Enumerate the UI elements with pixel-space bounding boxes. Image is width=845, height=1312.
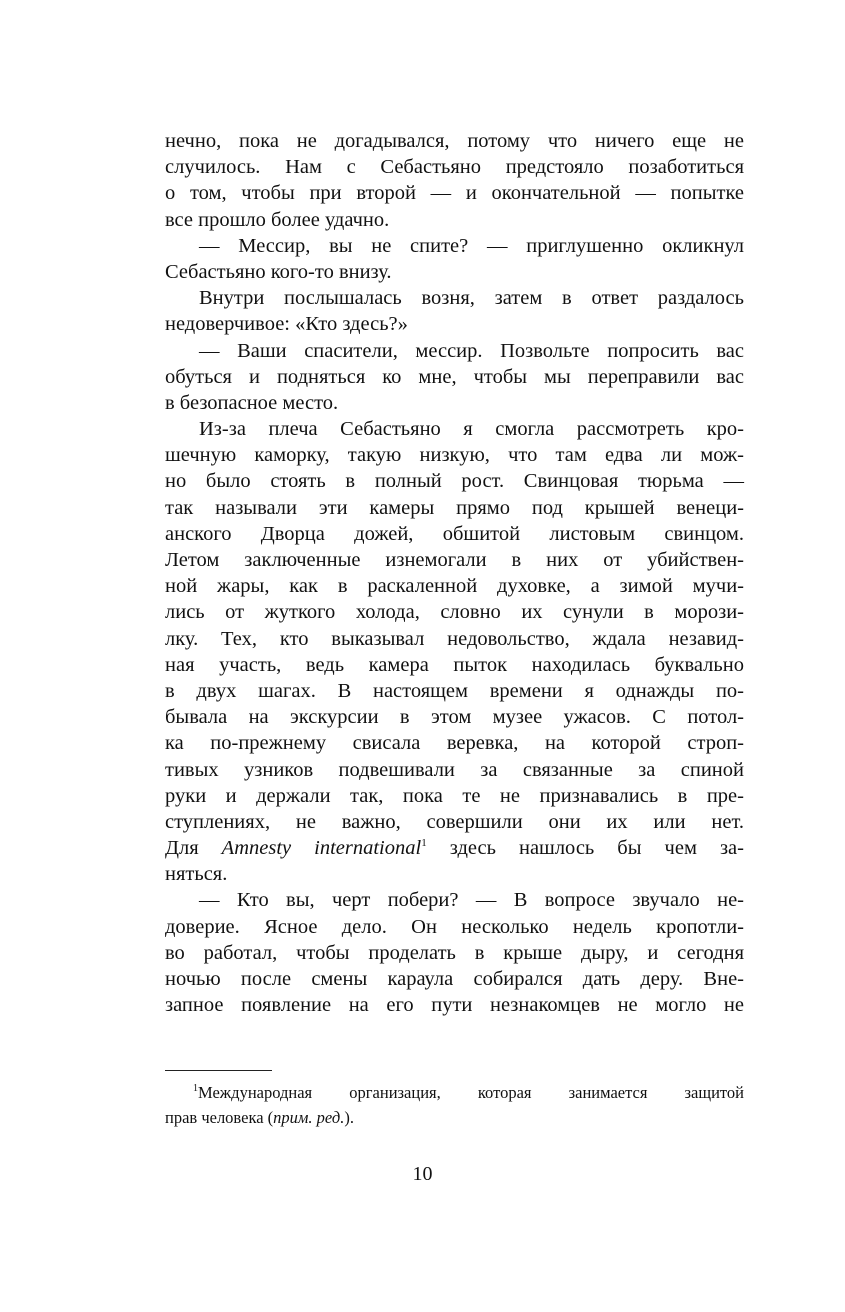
text-line: нечно, пока не догадывался, потому что ничего еще не [165, 130, 744, 152]
text-line: — Кто вы, черт побери? — В вопросе звучало не- [199, 889, 744, 912]
paragraph [165, 338, 744, 417]
text-line: тивых узников подвешивали за связанные за спиной [165, 758, 744, 781]
text-line: бывала на экскурсии в этом музее ужасов. С потол- [165, 706, 744, 729]
footnote-line-2 [165, 1105, 744, 1130]
footnote-italic-abbrev: прим. ред. [273, 1108, 345, 1127]
paragraph [165, 233, 744, 285]
text-line: ная участь, ведь камера пыток находилась буквально [165, 653, 744, 676]
main-text [165, 128, 744, 1018]
footnote-text-2b: ). [344, 1108, 354, 1127]
paragraph [165, 285, 744, 337]
text-line: во работал, чтобы проделать в крыше дыру, и сегодня [165, 941, 744, 964]
text-line: в безопасное место. [165, 391, 339, 414]
footnote-line-1 [165, 1080, 744, 1105]
paragraph [165, 887, 744, 1018]
footnote [165, 1080, 744, 1130]
italic-term: Amnesty international [221, 837, 422, 860]
text-line: случилось. Нам с Себастьяно предстояло позаботиться [165, 156, 744, 179]
text-line: лку. Тех, кто выказывал недовольство, ждала незавид- [165, 627, 744, 650]
footnote-divider [165, 1070, 272, 1071]
text-line: шечную каморку, такую низкую, что там едва ли мож- [165, 444, 744, 467]
text-line: обуться и подняться ко мне, чтобы мы переправили вас [165, 365, 744, 388]
text-line: ночью после смены караула собирался дать деру. Вне- [165, 968, 744, 990]
footnote-marker: 1 [193, 1083, 198, 1094]
text-line: Из-за плеча Себастьяно я смогла рассмотреть кро- [199, 418, 744, 441]
text-line: лись от жуткого холода, словно их сунули в морози- [165, 601, 744, 624]
text-line: — Ваши спасители, мессир. Позвольте попросить вас [199, 339, 744, 362]
text-segment: здесь нашлось бы чем за- [426, 837, 744, 860]
footnote-reference: 1 [421, 837, 427, 850]
text-line: ступлениях, не важно, совершили они их или нет. [165, 810, 744, 833]
paragraph [165, 416, 744, 887]
paragraph [165, 128, 744, 233]
text-line: доверие. Ясное дело. Он несколько недель кропотли- [165, 915, 744, 938]
text-line: о том, чтобы при второй — и окончательной — попытке [165, 182, 744, 205]
text-line: запное появление на его пути незнакомцев не могло не [165, 994, 744, 1017]
text-line: все прошло более удачно. [165, 208, 390, 231]
text-line: анского Дворца дожей, обшитой листовым свинцом. [165, 522, 744, 545]
text-line: — Мессир, вы не спите? — приглушенно окликнул [199, 234, 744, 257]
text-line: ка по-прежнему свисала веревка, на которой строп- [165, 732, 744, 755]
text-line: руки и держали так, пока те не признавались в пре- [165, 784, 744, 807]
text-segment: Для [165, 837, 222, 860]
text-line: Себастьяно кого-то внизу. [165, 260, 392, 283]
footnote-text-2a: прав человека ( [165, 1108, 274, 1127]
footnote-text-1: Международная организация, которая занимается защитой [198, 1083, 744, 1102]
text-line [165, 835, 744, 861]
text-line: няться. [165, 863, 228, 886]
text-line: недоверчивое: «Кто здесь?» [165, 313, 408, 336]
text-line: Летом заключенные изнемогали в них от убийствен- [165, 549, 744, 571]
text-line: в двух шагах. В настоящем времени я однажды по- [165, 679, 744, 702]
text-line: но было стоять в полный рост. Свинцовая тюрьма — [165, 470, 744, 493]
text-line: ной жары, как в раскаленной духовке, а зимой мучи- [165, 575, 744, 598]
page-number: 10 [412, 1163, 433, 1185]
text-line: Внутри послышалась возня, затем в ответ раздалось [199, 287, 744, 310]
text-line: так называли эти камеры прямо под крышей венеци- [165, 496, 744, 519]
